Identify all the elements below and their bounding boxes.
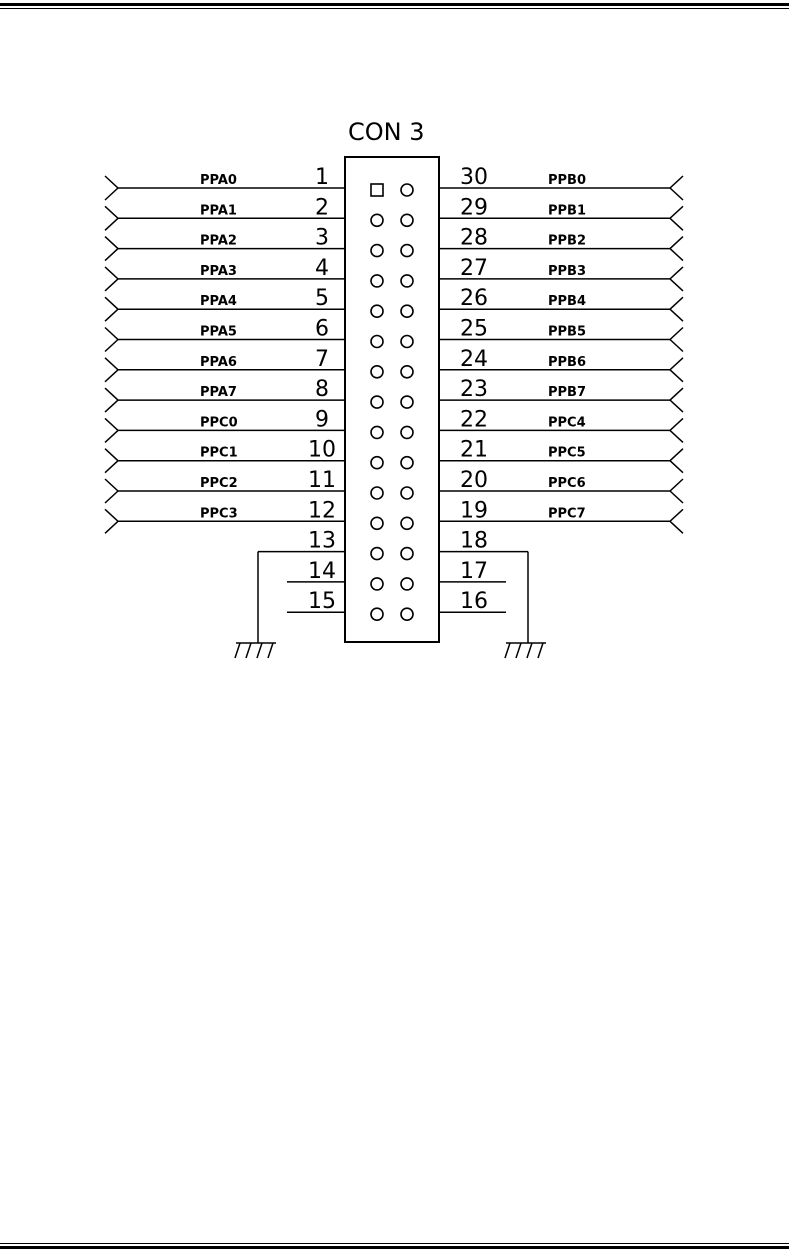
ground-hatch xyxy=(246,643,251,658)
signal-label: PPA7 xyxy=(200,385,237,401)
connector-title: CON 3 xyxy=(348,118,425,146)
signal-label: PPC1 xyxy=(200,445,238,461)
pin-number: 29 xyxy=(460,195,488,221)
wire-break xyxy=(105,279,118,291)
signal-label: PPB5 xyxy=(548,324,587,340)
pin-hole xyxy=(401,426,413,438)
pin-hole xyxy=(401,184,413,196)
signal-label: PPB4 xyxy=(548,294,587,310)
pin-number: 11 xyxy=(308,468,336,493)
pin-hole xyxy=(371,457,383,469)
wire-break xyxy=(670,430,683,442)
wire-break xyxy=(105,430,118,442)
pin-hole xyxy=(401,366,413,378)
pin-number: 5 xyxy=(315,286,329,312)
pin-number: 16 xyxy=(460,589,488,615)
wire-break xyxy=(670,461,683,473)
pin-hole xyxy=(371,275,383,287)
signal-label: PPB7 xyxy=(548,385,587,401)
pin-hole xyxy=(401,608,413,620)
pin-hole xyxy=(401,487,413,499)
pin-number: 7 xyxy=(315,346,329,372)
pin-number: 28 xyxy=(460,225,488,251)
pin-number: 15 xyxy=(308,589,336,615)
ground-hatch xyxy=(538,643,543,658)
ground-hatch xyxy=(268,643,273,658)
signal-label: PPB2 xyxy=(548,233,587,249)
ground-hatch xyxy=(527,643,532,658)
signal-label: PPB3 xyxy=(548,263,587,279)
wire-break xyxy=(670,309,683,321)
wire-break xyxy=(105,521,118,533)
signal-label: PPC2 xyxy=(200,476,238,491)
pin-hole xyxy=(371,336,383,348)
pin-number: 3 xyxy=(315,225,329,251)
signal-label: PPC0 xyxy=(200,415,238,431)
footer-rule-thin xyxy=(0,1243,789,1244)
pin-number: 13 xyxy=(308,528,336,554)
pin-number: 17 xyxy=(460,558,488,584)
wire-break xyxy=(105,400,118,412)
pin-hole xyxy=(401,214,413,226)
connector-body xyxy=(345,157,439,642)
pin-number: 6 xyxy=(315,316,329,342)
wire-break xyxy=(105,340,118,352)
wire-break xyxy=(105,491,118,503)
wire-break xyxy=(670,400,683,412)
signal-label: PPB1 xyxy=(548,203,587,219)
pin-number: 21 xyxy=(460,437,488,463)
pin-number: 20 xyxy=(460,468,488,493)
footer-rule xyxy=(0,1246,789,1249)
ground-icon xyxy=(235,643,276,658)
signal-label: PPC7 xyxy=(548,506,586,522)
wire-break xyxy=(670,218,683,230)
pin-number: 1 xyxy=(315,165,329,190)
signal-label: PPA3 xyxy=(200,263,237,279)
pin-number: 27 xyxy=(460,255,488,281)
signal-label: PPB0 xyxy=(548,173,587,188)
pin-hole xyxy=(371,214,383,226)
pin-hole xyxy=(371,245,383,257)
pin-hole xyxy=(401,457,413,469)
pin-hole xyxy=(401,245,413,257)
pin-number: 24 xyxy=(460,346,488,372)
wire-break xyxy=(670,249,683,261)
pin-number: 30 xyxy=(460,165,488,190)
wire-break xyxy=(670,188,683,200)
signal-label: PPC5 xyxy=(548,445,586,461)
wire-break xyxy=(670,340,683,352)
pin-number: 25 xyxy=(460,316,488,342)
pin-number: 12 xyxy=(308,498,336,524)
pin-hole xyxy=(401,548,413,560)
signal-label: PPC3 xyxy=(200,506,238,522)
pin1-square-pad xyxy=(371,184,383,196)
pin-number: 22 xyxy=(460,407,488,433)
ground-hatch xyxy=(257,643,262,658)
pin-hole xyxy=(401,517,413,529)
pin-hole xyxy=(371,608,383,620)
pin-hole xyxy=(371,548,383,560)
pin-number: 2 xyxy=(315,195,329,221)
pin-hole xyxy=(401,336,413,348)
left-pin-group xyxy=(105,165,345,614)
ground-hatch xyxy=(505,643,510,658)
pin-hole xyxy=(371,305,383,317)
wire-break xyxy=(105,218,118,230)
pin-number: 8 xyxy=(315,377,329,403)
wire-break xyxy=(105,188,118,200)
pin-hole xyxy=(371,426,383,438)
pin-hole xyxy=(401,396,413,408)
pin-hole xyxy=(371,487,383,499)
wire-break xyxy=(670,279,683,291)
wire-break xyxy=(105,309,118,321)
ground-hatch xyxy=(235,643,240,658)
pin-holes xyxy=(371,184,413,620)
pin-hole xyxy=(401,275,413,287)
pin-number: 26 xyxy=(460,286,488,312)
signal-label: PPA5 xyxy=(200,324,237,340)
wire-break xyxy=(105,461,118,473)
pin-number: 10 xyxy=(308,437,336,463)
pin-hole xyxy=(401,578,413,590)
pin-number: 18 xyxy=(460,528,488,554)
signal-label: PPA1 xyxy=(200,203,237,219)
pin-hole xyxy=(371,517,383,529)
ground-icon xyxy=(505,643,546,658)
pin-hole xyxy=(371,578,383,590)
pin-hole xyxy=(371,396,383,408)
signal-label: PPA0 xyxy=(200,173,237,188)
signal-label: PPA4 xyxy=(200,294,237,310)
wire-break xyxy=(105,249,118,261)
pin-number: 4 xyxy=(315,255,329,281)
pin-number: 23 xyxy=(460,377,488,403)
pin-number: 9 xyxy=(315,407,329,433)
signal-label: PPC6 xyxy=(548,476,586,491)
signal-label: PPB6 xyxy=(548,354,587,370)
ground-hatch xyxy=(516,643,521,658)
pin-hole xyxy=(401,305,413,317)
signal-label: PPA6 xyxy=(200,354,237,370)
pin-number: 14 xyxy=(308,558,336,584)
signal-label: PPA2 xyxy=(200,233,237,249)
wire-break xyxy=(670,491,683,503)
pin-number: 19 xyxy=(460,498,488,524)
wire-break xyxy=(670,370,683,382)
signal-label: PPC4 xyxy=(548,415,586,431)
right-pin-group xyxy=(439,165,683,614)
wire-break xyxy=(105,370,118,382)
wire-break xyxy=(670,521,683,533)
pin-hole xyxy=(371,366,383,378)
